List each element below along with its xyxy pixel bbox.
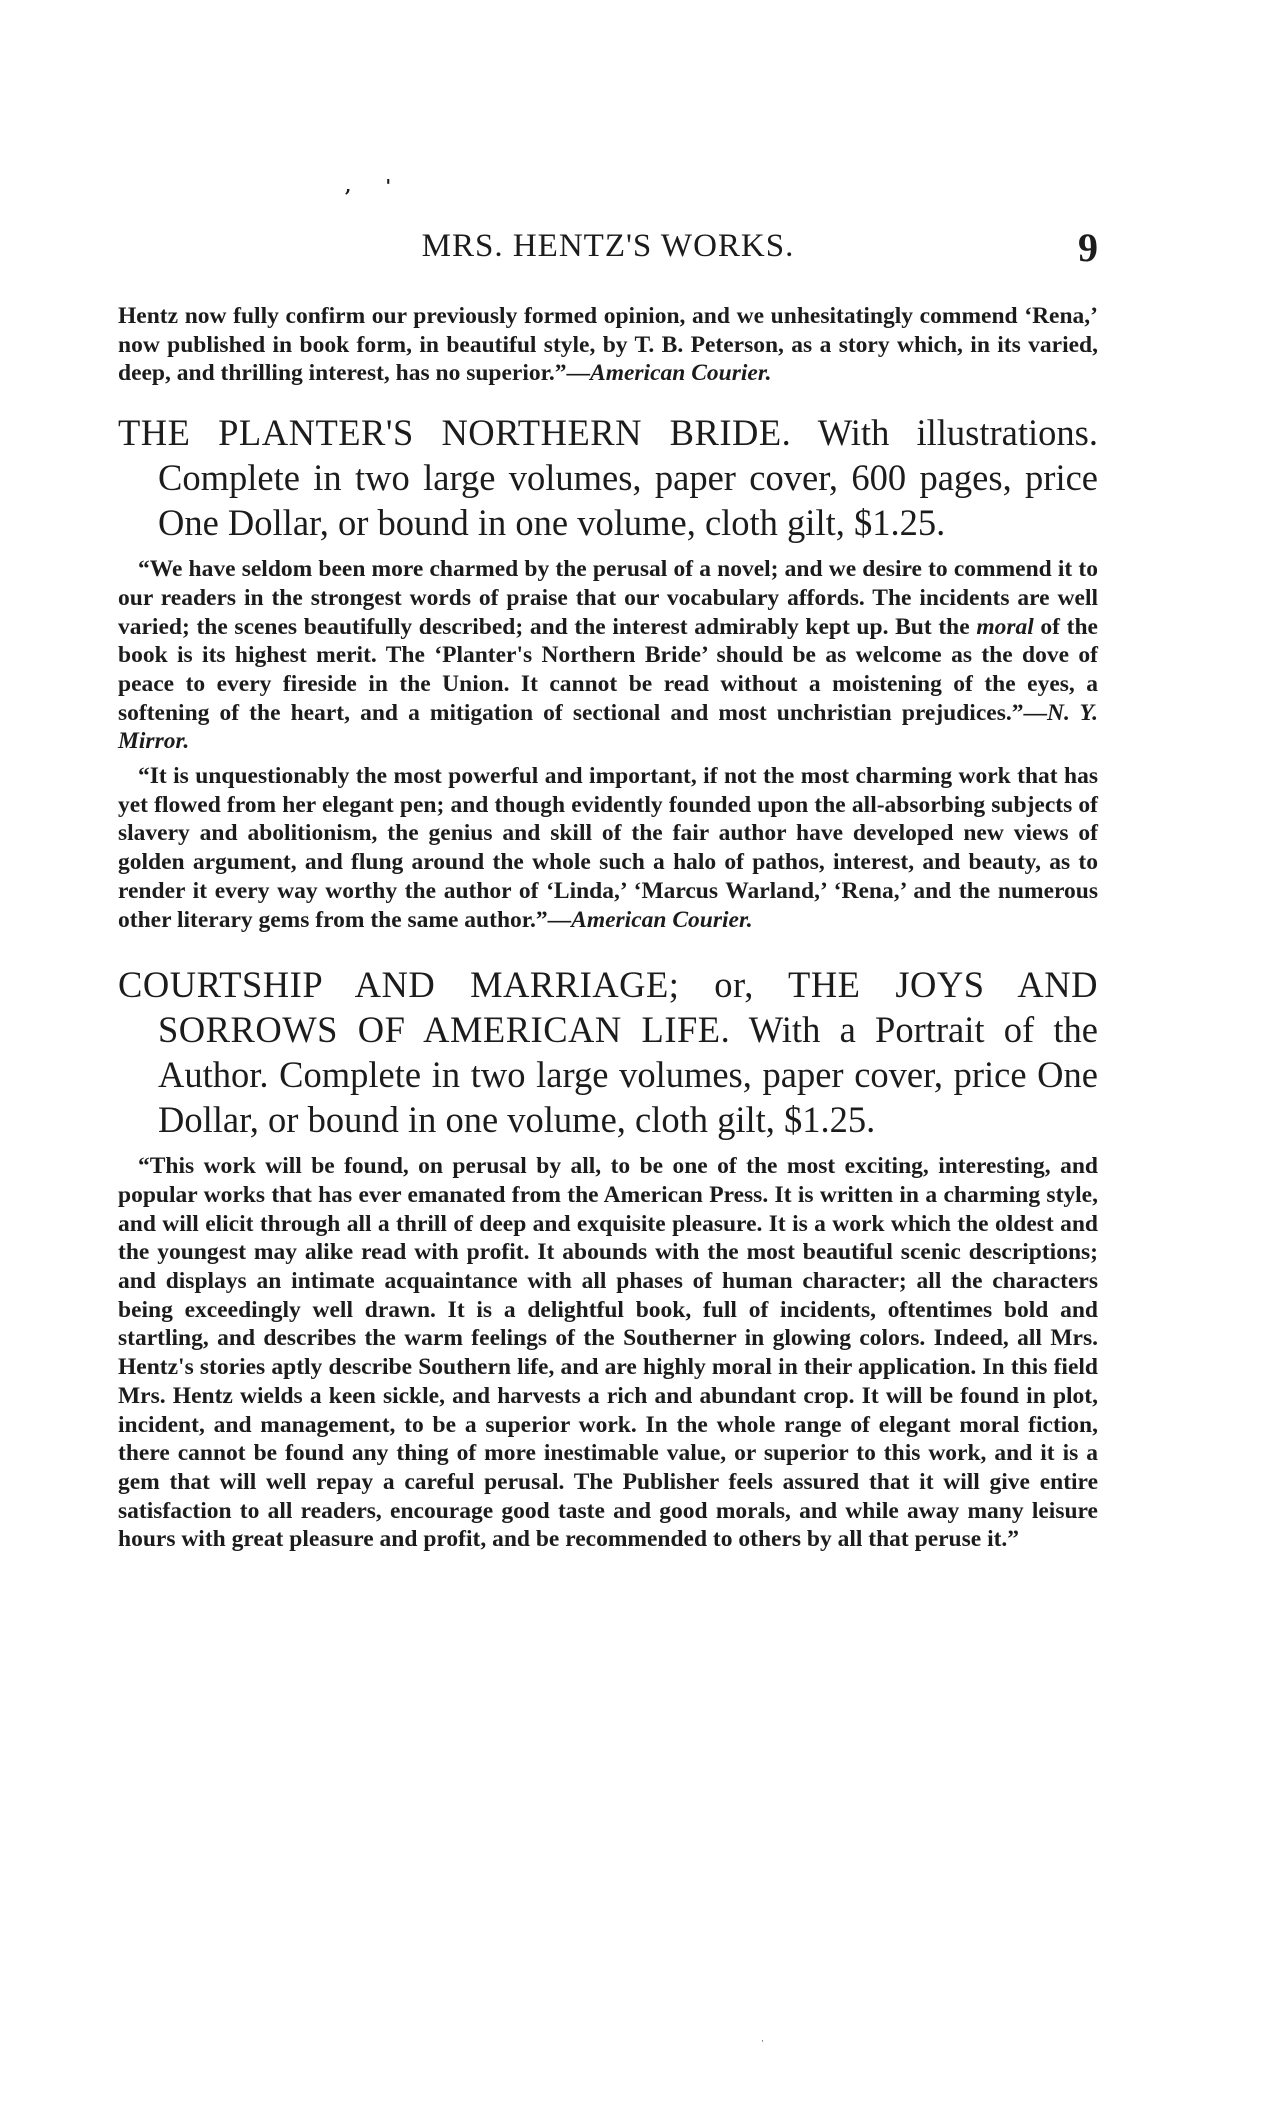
review-american-courier <box>118 762 1098 934</box>
entry-description: With illustrations. Complete in two large volumes, paper cover, 600 pages, price One Dollar, or bound in one volume, cloth gilt, $1.25. <box>158 412 1098 544</box>
running-title: MRS. HENTZ'S WORKS. <box>421 228 795 264</box>
review-ny-mirror <box>118 555 1098 756</box>
entry-title: COURTSHIP AND MARRIAGE; or, THE JOYS AND SORROWS OF AMERICAN LIFE. <box>118 964 1098 1051</box>
review-source: N. Y. Mirror. <box>118 699 1098 755</box>
entry-title: THE PLANTER'S NORTHERN BRIDE. <box>118 412 792 454</box>
intro-quote-text: Hentz now fully confirm our previously formed opinion, and we unhesitatingly commend ‘Rena,’ now published in book form, in beautiful style, by T. B. Peterson, as a story which, in its varied, deep, and thrilling interest, has no superior.”— <box>118 303 1098 387</box>
review-text: “This work will be found, on perusal by all, to be one of the most exciting, interesting, and popular works that has ever emanated from the American Press. It is written in a charming style, and will elicit through all a thrill of deep and exquisite pleasure. It is a work which the oldest and the youngest may alike read with profit. It abounds with the most beautiful scenic descriptions; and displays an intimate acquaintance with all phases of human character; all the characters being exceedingly well drawn. It is a delightful book, full of incidents, oftentimes bold and startling, and describes the warm feelings of the Southerner in glowing colors. Indeed, all Mrs. Hentz's stories aptly describe Southern life, and are highly moral in their application. In this field Mrs. Hentz wields a keen sickle, and harvests a rich and abundant crop. It will be found in plot, incident, and management, to be a superior work. In the whole range of elegant moral fiction, there cannot be found any thing of more inestimable value, or superior to this work, and it is a gem that will well repay a careful perusal. The Publisher feels assured that it will give entire satisfaction to all readers, encourage good taste and good morals, and while away many leisure hours with great pleasure and profit, and be recommended to others by all that peruse it.” <box>118 1153 1098 1553</box>
print-speck-bottom: ˙ <box>760 2040 765 2051</box>
page-header <box>118 224 1098 274</box>
review-text: “It is unquestionably the most powerful and important, if not the most charming work that has yet flowed from her elegant pen; and though evidently founded upon the all-absorbing subjects of slavery and abolitionism, the genius and skill of the fair author have developed new views of golden argument, and flung around the whole such a halo of pathos, interest, and beauty, as to render it every way worthy the author of ‘Linda,’ ‘Marcus Warland,’ ‘Rena,’ and the numerous other literary gems from the same author.”— <box>118 763 1098 933</box>
page-body <box>118 302 1098 1554</box>
intro-quote <box>118 302 1098 388</box>
intro-quote-source: American Courier. <box>590 360 772 387</box>
review-emphasis: moral <box>976 613 1034 640</box>
entry-heading-courtship-and-marriage <box>118 962 1098 1142</box>
review-source: American Courier. <box>571 906 753 933</box>
entry-heading-planters-northern-bride <box>118 410 1098 545</box>
entry-description: With a Portrait of the Author. Complete in two large volumes, paper cover, price One Dollar, or bound in one volume, cloth gilt, $1.25. <box>158 1009 1098 1141</box>
review-courtship <box>118 1152 1098 1554</box>
print-specks: , ' <box>345 176 406 197</box>
review-text-continued: of the book is its highest merit. The ‘Planter's Northern Bride’ should be as welcome as the dove of peace to every fireside in the Union. It cannot be read without a moistening of the eyes, a softening of the heart, and a mitigation of sectional and most unchristian prejudices.”— <box>118 613 1098 726</box>
page-number: 9 <box>1078 225 1098 270</box>
review-text: “We have seldom been more charmed by the perusal of a novel; and we desire to commend it to our readers in the strongest words of praise that our vocabulary affords. The incidents are well varied; the scenes beautifully described; and the interest admirably kept up. But the <box>118 556 1098 640</box>
